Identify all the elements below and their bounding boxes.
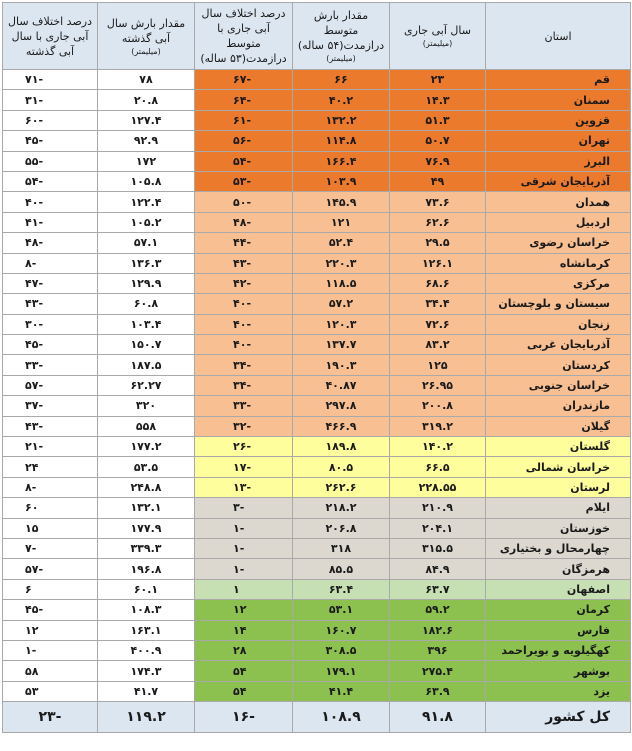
- diff-avg-cell: ۱: [195, 579, 293, 599]
- diff-last-cell: -۴۳: [3, 416, 98, 436]
- province-cell: کردستان: [486, 355, 631, 375]
- diff-last-cell: -۴۷: [3, 273, 98, 293]
- diff-last-cell: -۵۷: [3, 559, 98, 579]
- province-cell: تهران: [486, 131, 631, 151]
- diff-last-cell: -۷۱: [3, 70, 98, 90]
- last-year-cell: ۱۲۲.۴: [98, 192, 195, 212]
- diff-last-cell: -۳۳: [3, 355, 98, 375]
- diff-avg-cell: -۱: [195, 518, 293, 538]
- last-year-cell: ۱۷۷.۹: [98, 518, 195, 538]
- last-year-cell: ۲۴۸.۸: [98, 477, 195, 497]
- province-cell: کهگیلویه و بویراحمد: [486, 640, 631, 660]
- diff-avg-cell: ۱۴: [195, 620, 293, 640]
- last-year-cell: ۵۵۸: [98, 416, 195, 436]
- diff-avg-cell: -۶۷: [195, 70, 293, 90]
- table-row: [3, 457, 631, 477]
- diff-last-cell: -۷: [3, 538, 98, 558]
- total-province: کل کشور: [486, 702, 631, 733]
- long-term-avg-cell: ۵۷.۲: [293, 294, 390, 314]
- diff-last-cell: -۴۱: [3, 212, 98, 232]
- total-diff-last: -۲۳: [3, 702, 98, 733]
- diff-last-cell: -۵۵: [3, 151, 98, 171]
- long-term-avg-cell: ۴۱.۴: [293, 681, 390, 701]
- diff-avg-cell: -۵۴: [195, 151, 293, 171]
- diff-last-cell: -۴۵: [3, 600, 98, 620]
- province-cell: مازندران: [486, 396, 631, 416]
- diff-avg-cell: -۳۲: [195, 416, 293, 436]
- table-row: [3, 661, 631, 681]
- province-cell: همدان: [486, 192, 631, 212]
- province-cell: قم: [486, 70, 631, 90]
- table-row: [3, 110, 631, 130]
- current-year-cell: ۳۹۶: [390, 640, 486, 660]
- long-term-avg-cell: ۸۰.۵: [293, 457, 390, 477]
- table-row: [3, 396, 631, 416]
- last-year-cell: ۱۸۷.۵: [98, 355, 195, 375]
- diff-last-cell: ۲۴: [3, 457, 98, 477]
- last-year-cell: ۷۸: [98, 70, 195, 90]
- current-year-cell: ۸۴.۹: [390, 559, 486, 579]
- diff-avg-cell: -۶۱: [195, 110, 293, 130]
- province-cell: کرمان: [486, 600, 631, 620]
- table-row: [3, 314, 631, 334]
- province-cell: البرز: [486, 151, 631, 171]
- diff-last-cell: ۵۸: [3, 661, 98, 681]
- last-year-cell: ۲۰.۸: [98, 90, 195, 110]
- diff-avg-cell: ۱۲: [195, 600, 293, 620]
- province-cell: اصفهان: [486, 579, 631, 599]
- header-current-year: سال آبی جاری (میلیمتر): [390, 3, 486, 70]
- diff-avg-cell: -۵۶: [195, 131, 293, 151]
- province-cell: خراسان رضوی: [486, 233, 631, 253]
- last-year-cell: ۱۲۷.۴: [98, 110, 195, 130]
- diff-last-cell: ۵۳: [3, 681, 98, 701]
- long-term-avg-cell: ۲۰۶.۸: [293, 518, 390, 538]
- province-cell: آذربایجان شرقی: [486, 171, 631, 191]
- total-row: [3, 702, 631, 733]
- current-year-cell: ۴۹: [390, 171, 486, 191]
- province-cell: قزوین: [486, 110, 631, 130]
- current-year-cell: ۲۹.۵: [390, 233, 486, 253]
- last-year-cell: ۱۰۳.۴: [98, 314, 195, 334]
- last-year-cell: ۱۰۵.۸: [98, 171, 195, 191]
- long-term-avg-cell: ۲۲۰.۳: [293, 253, 390, 273]
- table-row: [3, 335, 631, 355]
- table-row: [3, 538, 631, 558]
- table-row: [3, 273, 631, 293]
- long-term-avg-cell: ۱۱۸.۵: [293, 273, 390, 293]
- last-year-cell: ۱۷۴.۳: [98, 661, 195, 681]
- diff-last-cell: -۲۱: [3, 437, 98, 457]
- last-year-cell: ۱۵۰.۷: [98, 335, 195, 355]
- header-last-year: مقدار بارش سال آبی گذشته (میلیمتر): [98, 3, 195, 70]
- header-diff-last: درصد اختلاف سال آبی جاری با سال آبی گذشته: [3, 3, 98, 70]
- table-row: [3, 416, 631, 436]
- table-row: [3, 498, 631, 518]
- diff-last-cell: -۵۴: [3, 171, 98, 191]
- current-year-cell: ۶۳.۷: [390, 579, 486, 599]
- long-term-avg-cell: ۱۸۹.۸: [293, 437, 390, 457]
- diff-avg-cell: -۵۳: [195, 171, 293, 191]
- diff-avg-cell: -۳۴: [195, 355, 293, 375]
- table-row: [3, 620, 631, 640]
- diff-last-cell: -۳۰: [3, 314, 98, 334]
- long-term-avg-cell: ۱۲۰.۳: [293, 314, 390, 334]
- province-cell: ایلام: [486, 498, 631, 518]
- total-last: ۱۱۹.۲: [98, 702, 195, 733]
- last-year-cell: ۵۷.۱: [98, 233, 195, 253]
- diff-avg-cell: -۶۴: [195, 90, 293, 110]
- current-year-cell: ۲۱۰.۹: [390, 498, 486, 518]
- province-cell: یزد: [486, 681, 631, 701]
- long-term-avg-cell: ۱۰۳.۹: [293, 171, 390, 191]
- current-year-cell: ۷۶.۹: [390, 151, 486, 171]
- table-row: [3, 477, 631, 497]
- long-term-avg-cell: ۱۳۲.۲: [293, 110, 390, 130]
- province-cell: کرمانشاه: [486, 253, 631, 273]
- table-row: [3, 518, 631, 538]
- last-year-cell: ۵۳.۵: [98, 457, 195, 477]
- province-cell: فارس: [486, 620, 631, 640]
- table-row: [3, 192, 631, 212]
- last-year-cell: ۱۳۶.۳: [98, 253, 195, 273]
- long-term-avg-cell: ۲۶۲.۶: [293, 477, 390, 497]
- diff-avg-cell: -۴۸: [195, 212, 293, 232]
- long-term-avg-cell: ۴۰.۲: [293, 90, 390, 110]
- current-year-cell: ۶۲.۶: [390, 212, 486, 232]
- current-year-cell: ۱۲۶.۱: [390, 253, 486, 273]
- table-row: [3, 70, 631, 90]
- long-term-avg-cell: ۱۱۴.۸: [293, 131, 390, 151]
- long-term-avg-cell: ۱۶۶.۴: [293, 151, 390, 171]
- long-term-avg-cell: ۱۹۰.۳: [293, 355, 390, 375]
- current-year-cell: ۳۴.۴: [390, 294, 486, 314]
- current-year-cell: ۲۳: [390, 70, 486, 90]
- long-term-avg-cell: ۱۲۱: [293, 212, 390, 232]
- diff-last-cell: -۴۵: [3, 335, 98, 355]
- table-row: [3, 233, 631, 253]
- diff-avg-cell: -۴۴: [195, 233, 293, 253]
- long-term-avg-cell: ۱۷۹.۱: [293, 661, 390, 681]
- province-cell: خراسان شمالی: [486, 457, 631, 477]
- long-term-avg-cell: ۴۶۶.۹: [293, 416, 390, 436]
- table-row: [3, 355, 631, 375]
- province-cell: زنجان: [486, 314, 631, 334]
- table-row: [3, 559, 631, 579]
- current-year-cell: ۸۳.۲: [390, 335, 486, 355]
- table-row: [3, 171, 631, 191]
- diff-last-cell: -۳۱: [3, 90, 98, 110]
- last-year-cell: ۴۰۰.۹: [98, 640, 195, 660]
- table-row: [3, 131, 631, 151]
- current-year-cell: ۶۳.۹: [390, 681, 486, 701]
- diff-avg-cell: -۱: [195, 538, 293, 558]
- province-cell: بوشهر: [486, 661, 631, 681]
- long-term-avg-cell: ۵۲.۴: [293, 233, 390, 253]
- diff-last-cell: ۱۲: [3, 620, 98, 640]
- diff-last-cell: -۳۷: [3, 396, 98, 416]
- last-year-cell: ۱۰۸.۳: [98, 600, 195, 620]
- diff-last-cell: ۶۰: [3, 498, 98, 518]
- total-avg: ۱۰۸.۹: [293, 702, 390, 733]
- table-row: [3, 437, 631, 457]
- table-row: [3, 600, 631, 620]
- diff-avg-cell: ۲۸: [195, 640, 293, 660]
- diff-avg-cell: -۳: [195, 498, 293, 518]
- province-cell: چهارمحال و بختیاری: [486, 538, 631, 558]
- current-year-cell: ۲۶.۹۵: [390, 375, 486, 395]
- current-year-cell: ۵۰.۷: [390, 131, 486, 151]
- current-year-cell: ۷۳.۶: [390, 192, 486, 212]
- last-year-cell: ۳۲۰: [98, 396, 195, 416]
- total-current: ۹۱.۸: [390, 702, 486, 733]
- total-diff-avg: -۱۶: [195, 702, 293, 733]
- current-year-cell: ۳۱۵.۵: [390, 538, 486, 558]
- current-year-cell: ۱۴.۳: [390, 90, 486, 110]
- province-cell: سمنان: [486, 90, 631, 110]
- last-year-cell: ۱۷۷.۲: [98, 437, 195, 457]
- diff-last-cell: -۴۰: [3, 192, 98, 212]
- diff-avg-cell: ۵۴: [195, 661, 293, 681]
- long-term-avg-cell: ۱۶۰.۷: [293, 620, 390, 640]
- table-row: [3, 640, 631, 660]
- last-year-cell: ۱۳۲.۱: [98, 498, 195, 518]
- last-year-cell: ۱۰۵.۲: [98, 212, 195, 232]
- diff-last-cell: -۵۷: [3, 375, 98, 395]
- long-term-avg-cell: ۵۳.۱: [293, 600, 390, 620]
- diff-avg-cell: -۴۰: [195, 314, 293, 334]
- header-diff-avg: درصد اختلاف سال آبی جاری با متوسط درازمدت(۵۳ ساله): [195, 3, 293, 70]
- long-term-avg-cell: ۶۳.۴: [293, 579, 390, 599]
- table-row: [3, 375, 631, 395]
- current-year-cell: ۱۸۲.۶: [390, 620, 486, 640]
- diff-avg-cell: -۴۲: [195, 273, 293, 293]
- province-cell: مرکزی: [486, 273, 631, 293]
- last-year-cell: ۳۳۹.۳: [98, 538, 195, 558]
- diff-last-cell: -۱: [3, 640, 98, 660]
- last-year-cell: ۱۹۶.۸: [98, 559, 195, 579]
- current-year-cell: ۱۴۰.۲: [390, 437, 486, 457]
- diff-avg-cell: -۱۷: [195, 457, 293, 477]
- diff-avg-cell: -۲۶: [195, 437, 293, 457]
- province-cell: سیستان و بلوچستان: [486, 294, 631, 314]
- province-cell: اردبیل: [486, 212, 631, 232]
- table-row: [3, 681, 631, 701]
- table-row: [3, 151, 631, 171]
- current-year-cell: ۲۲۸.۵۵: [390, 477, 486, 497]
- diff-last-cell: -۴۸: [3, 233, 98, 253]
- diff-avg-cell: -۱: [195, 559, 293, 579]
- diff-last-cell: -۶۰: [3, 110, 98, 130]
- last-year-cell: ۹۲.۹: [98, 131, 195, 151]
- diff-last-cell: -۸: [3, 253, 98, 273]
- diff-avg-cell: ۵۴: [195, 681, 293, 701]
- long-term-avg-cell: ۳۰۸.۵: [293, 640, 390, 660]
- header-long-term-avg: مقدار بارش متوسط درازمدت(۵۴ ساله) (میلیمتر): [293, 3, 390, 70]
- last-year-cell: ۴۱.۷: [98, 681, 195, 701]
- last-year-cell: ۱۲۹.۹: [98, 273, 195, 293]
- current-year-cell: ۶۸.۶: [390, 273, 486, 293]
- diff-last-cell: -۸: [3, 477, 98, 497]
- diff-avg-cell: -۳۴: [195, 375, 293, 395]
- table-row: [3, 90, 631, 110]
- long-term-avg-cell: ۲۱۸.۲: [293, 498, 390, 518]
- last-year-cell: ۶۲.۲۷: [98, 375, 195, 395]
- header-province: استان: [486, 3, 631, 70]
- long-term-avg-cell: ۶۶: [293, 70, 390, 90]
- province-cell: آذربایجان غربی: [486, 335, 631, 355]
- diff-avg-cell: -۴۳: [195, 253, 293, 273]
- long-term-avg-cell: ۴۰.۸۷: [293, 375, 390, 395]
- table-row: [3, 294, 631, 314]
- table-row: [3, 212, 631, 232]
- long-term-avg-cell: ۸۵.۵: [293, 559, 390, 579]
- last-year-cell: ۶۰.۸: [98, 294, 195, 314]
- last-year-cell: ۱۷۲: [98, 151, 195, 171]
- province-cell: گلستان: [486, 437, 631, 457]
- table-row: [3, 253, 631, 273]
- diff-last-cell: ۶: [3, 579, 98, 599]
- current-year-cell: ۶۶.۵: [390, 457, 486, 477]
- province-cell: هرمزگان: [486, 559, 631, 579]
- current-year-cell: ۲۰۴.۱: [390, 518, 486, 538]
- current-year-cell: ۷۲.۶: [390, 314, 486, 334]
- current-year-cell: ۵۱.۳: [390, 110, 486, 130]
- long-term-avg-cell: ۳۱۸: [293, 538, 390, 558]
- table-body: [3, 70, 631, 702]
- diff-avg-cell: -۴۰: [195, 335, 293, 355]
- diff-avg-cell: -۳۳: [195, 396, 293, 416]
- current-year-cell: ۲۷۵.۴: [390, 661, 486, 681]
- long-term-avg-cell: ۱۳۷.۷: [293, 335, 390, 355]
- current-year-cell: ۳۱۹.۲: [390, 416, 486, 436]
- current-year-cell: ۲۰۰.۸: [390, 396, 486, 416]
- province-cell: لرستان: [486, 477, 631, 497]
- long-term-avg-cell: ۱۴۵.۹: [293, 192, 390, 212]
- diff-last-cell: -۴۵: [3, 131, 98, 151]
- diff-avg-cell: -۵۰: [195, 192, 293, 212]
- province-cell: گیلان: [486, 416, 631, 436]
- current-year-cell: ۱۲۵: [390, 355, 486, 375]
- current-year-cell: ۵۹.۲: [390, 600, 486, 620]
- rainfall-table: [2, 2, 631, 733]
- diff-avg-cell: -۱۳: [195, 477, 293, 497]
- province-cell: خوزستان: [486, 518, 631, 538]
- header-row: [3, 3, 631, 70]
- province-cell: خراسان جنوبی: [486, 375, 631, 395]
- last-year-cell: ۶۰.۱: [98, 579, 195, 599]
- diff-last-cell: ۱۵: [3, 518, 98, 538]
- diff-avg-cell: -۴۰: [195, 294, 293, 314]
- table-row: [3, 579, 631, 599]
- diff-last-cell: -۴۳: [3, 294, 98, 314]
- last-year-cell: ۱۶۳.۱: [98, 620, 195, 640]
- long-term-avg-cell: ۲۹۷.۸: [293, 396, 390, 416]
